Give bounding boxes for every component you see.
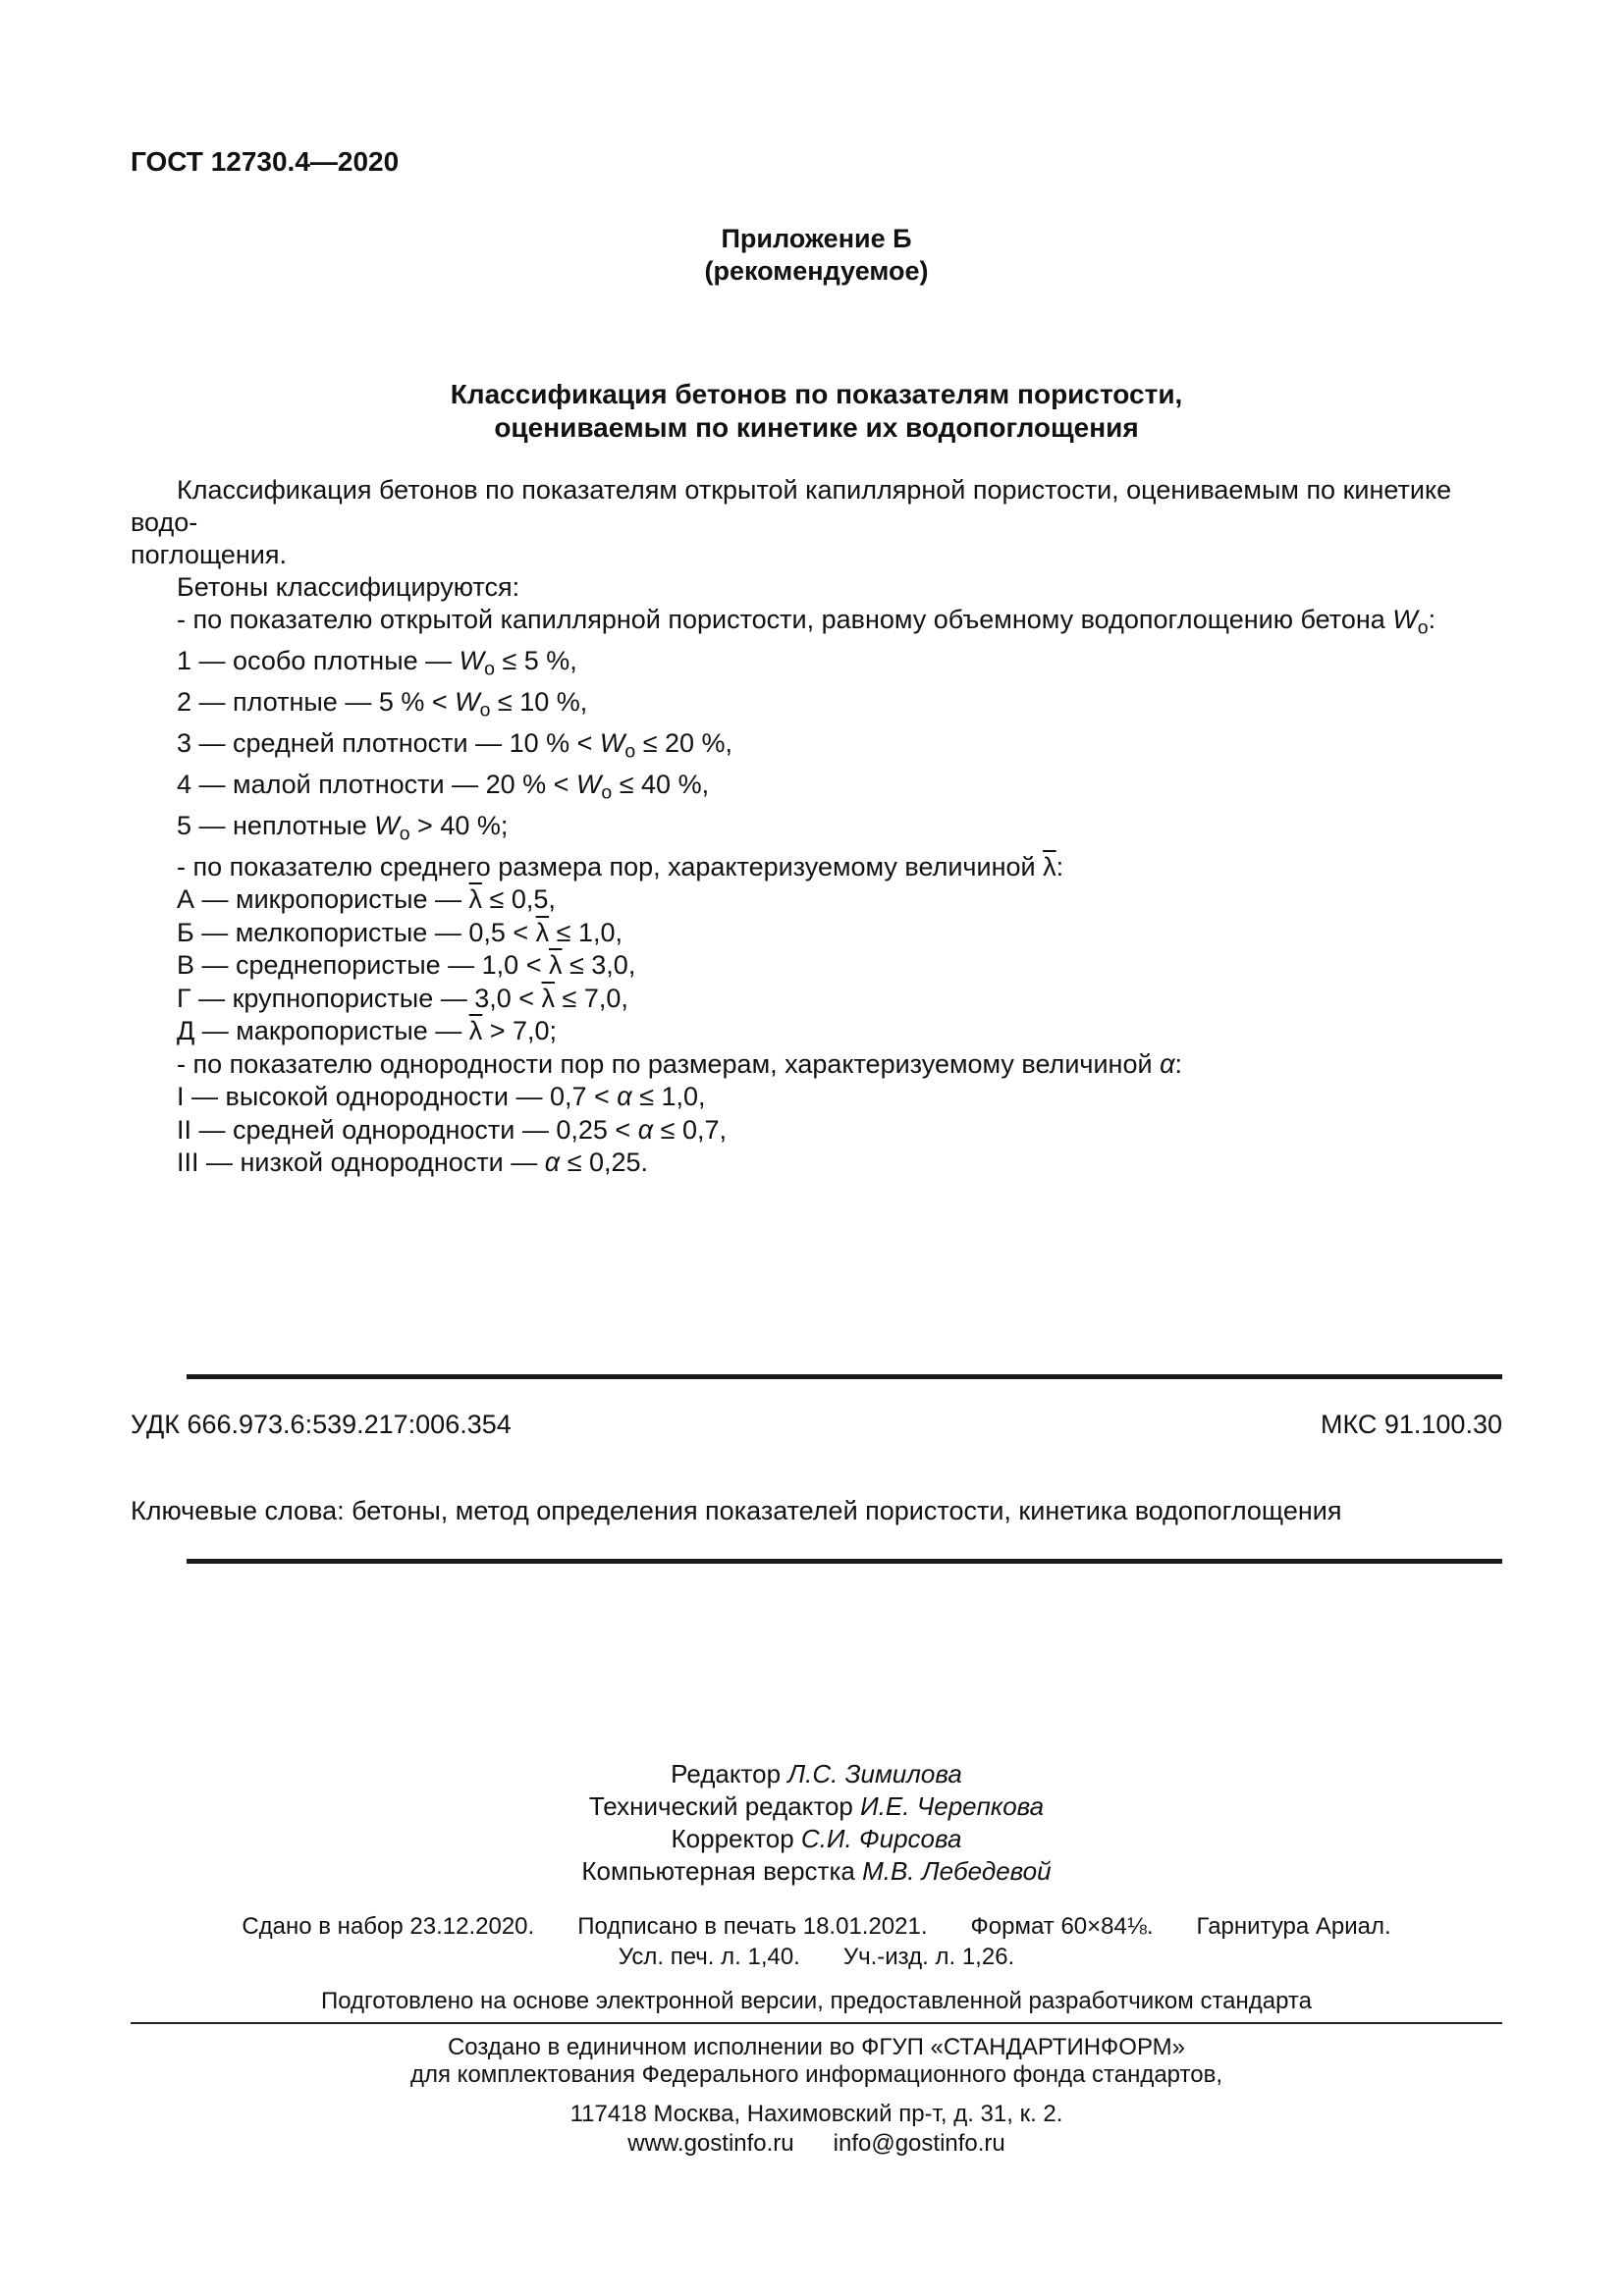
credits-block: [131, 1758, 1502, 1888]
list-item: 4 — малой плотности — 20 % < $W_о \le 40$ %,: [177, 769, 710, 804]
lead-line: Бетоны классифицируются:: [177, 572, 520, 602]
main-title-line2: оцениваемым по кинетике их водопоглощения: [494, 412, 1139, 443]
prepared-note: Подготовлено на основе электронной версии, предоставленной разработчиком стандарта: [320, 1987, 1313, 2014]
list-item: В — среднепористые — $1,0 < \overline{\lambda} \le 3,0$,: [177, 950, 636, 981]
mks-code: МКС 91.100.30: [1320, 1409, 1502, 1439]
list-item: Г — крупнопористые — $3,0 < \overline{\lambda} \le 7,0$,: [177, 983, 628, 1013]
main-title-line1: Классификация бетонов по показателям пористости,: [450, 379, 1183, 409]
footer-address: 117418 Москва, Нахимовский пр-т, д. 31, к. 2.: [569, 2100, 1063, 2127]
imprint-print-date: Подписано в печать 18.01.2021.: [577, 1912, 928, 1940]
footer-website: www.gostinfo.ru: [627, 2129, 794, 2157]
list-item: 1 — особо плотные — $W_о \le 5$ %,: [177, 645, 577, 680]
intro-line2: поглощения.: [131, 540, 288, 569]
credit-corrector: Корректор С.И. Фирсова: [671, 1823, 962, 1853]
doc-code: ГОСТ 12730.4—2020: [131, 146, 400, 177]
imprint-pub-sheets: Уч.-изд. л. 1,26.: [842, 1943, 1015, 1970]
credit-layout: Компьютерная верстка М.В. Лебедевой: [581, 1855, 1052, 1886]
imprint-format: Формат 60×84⅛.: [970, 1912, 1154, 1940]
udk-code: УДК 666.973.6:539.217:006.354: [131, 1409, 512, 1439]
list-item: Б — мелкопористые — $0,5 < \overline{\lambda} \le 1,0$,: [177, 917, 623, 947]
appendix-label: Приложение Б: [721, 224, 912, 253]
list-item: А — микропористые — $\overline{\lambda} \le 0,5$,: [177, 884, 556, 915]
list-item: - по показателю открытой капиллярной пористости, равному объемному водопоглощению бетона $W_о$:: [177, 605, 1436, 639]
intro-paragraph: [131, 474, 1502, 571]
footer-email: info@gostinfo.ru: [833, 2129, 1005, 2157]
main-title: [131, 378, 1502, 445]
classification-list: [131, 604, 1502, 1180]
imprint-print-sheets: Усл. печ. л. 1,40.: [618, 1943, 800, 1970]
list-item: 5 — неплотные $W_о > 40$ %;: [177, 810, 509, 845]
appendix-heading: [131, 223, 1502, 288]
list-item: 2 — плотные — 5 % < $W_о \le 10$ %,: [177, 686, 588, 721]
divider-rule-top: [187, 1374, 1502, 1379]
footer-contacts: [131, 2130, 1502, 2158]
imprint-row2: [131, 1942, 1502, 1972]
list-item: II — средней однородности — 0,25 < α ≤ 0,7,: [177, 1114, 727, 1145]
list-item: I — высокой однородности — 0,7 < α ≤ 1,0,: [177, 1082, 706, 1112]
list-item: 3 — средней плотности — 10 % < $W_о \le 20$ %,: [177, 727, 733, 763]
footer-publisher-line2: для комплектования Федерального информационного фонда стандартов,: [410, 2060, 1222, 2088]
codes-row: [131, 1409, 1502, 1441]
list-item: - по показателю среднего размера пор, характеризуемому величиной $\overline{\lambda}$:: [177, 851, 1064, 881]
list-item: Д — макропористые — $\overline{\lambda} > 7,0$;: [177, 1016, 558, 1046]
divider-rule-bottom: [187, 1559, 1502, 1564]
imprint-typeface: Гарнитура Ариал.: [1196, 1912, 1391, 1940]
imprint-typeset-date: Сдано в набор 23.12.2020.: [242, 1912, 535, 1940]
intro-line1: Классификация бетонов по показателям открытой капиллярной пористости, оцениваемым по кинетике водо-: [131, 475, 1452, 537]
keywords-line: Ключевые слова: бетоны, метод определения показателей пористости, кинетика водопоглощения: [131, 1495, 1342, 1525]
appendix-note: (рекомендуемое): [704, 256, 929, 286]
list-item: - по показателю однородности пор по размерам, характеризуемому величиной α:: [177, 1048, 1182, 1079]
imprint-row1: [131, 1911, 1502, 1942]
list-item: III — низкой однородности — α ≤ 0,25.: [177, 1148, 649, 1178]
credit-editor: Редактор Л.С. Зимилова: [671, 1758, 962, 1789]
footer-rule: [131, 2022, 1502, 2024]
footer-publisher-line1: Создано в единичном исполнении во ФГУП «СТАНДАРТИНФОРМ»: [447, 2033, 1186, 2060]
credit-technical-editor: Технический редактор И.Е. Черепкова: [588, 1790, 1045, 1821]
publisher-footer: [131, 2034, 1502, 2158]
